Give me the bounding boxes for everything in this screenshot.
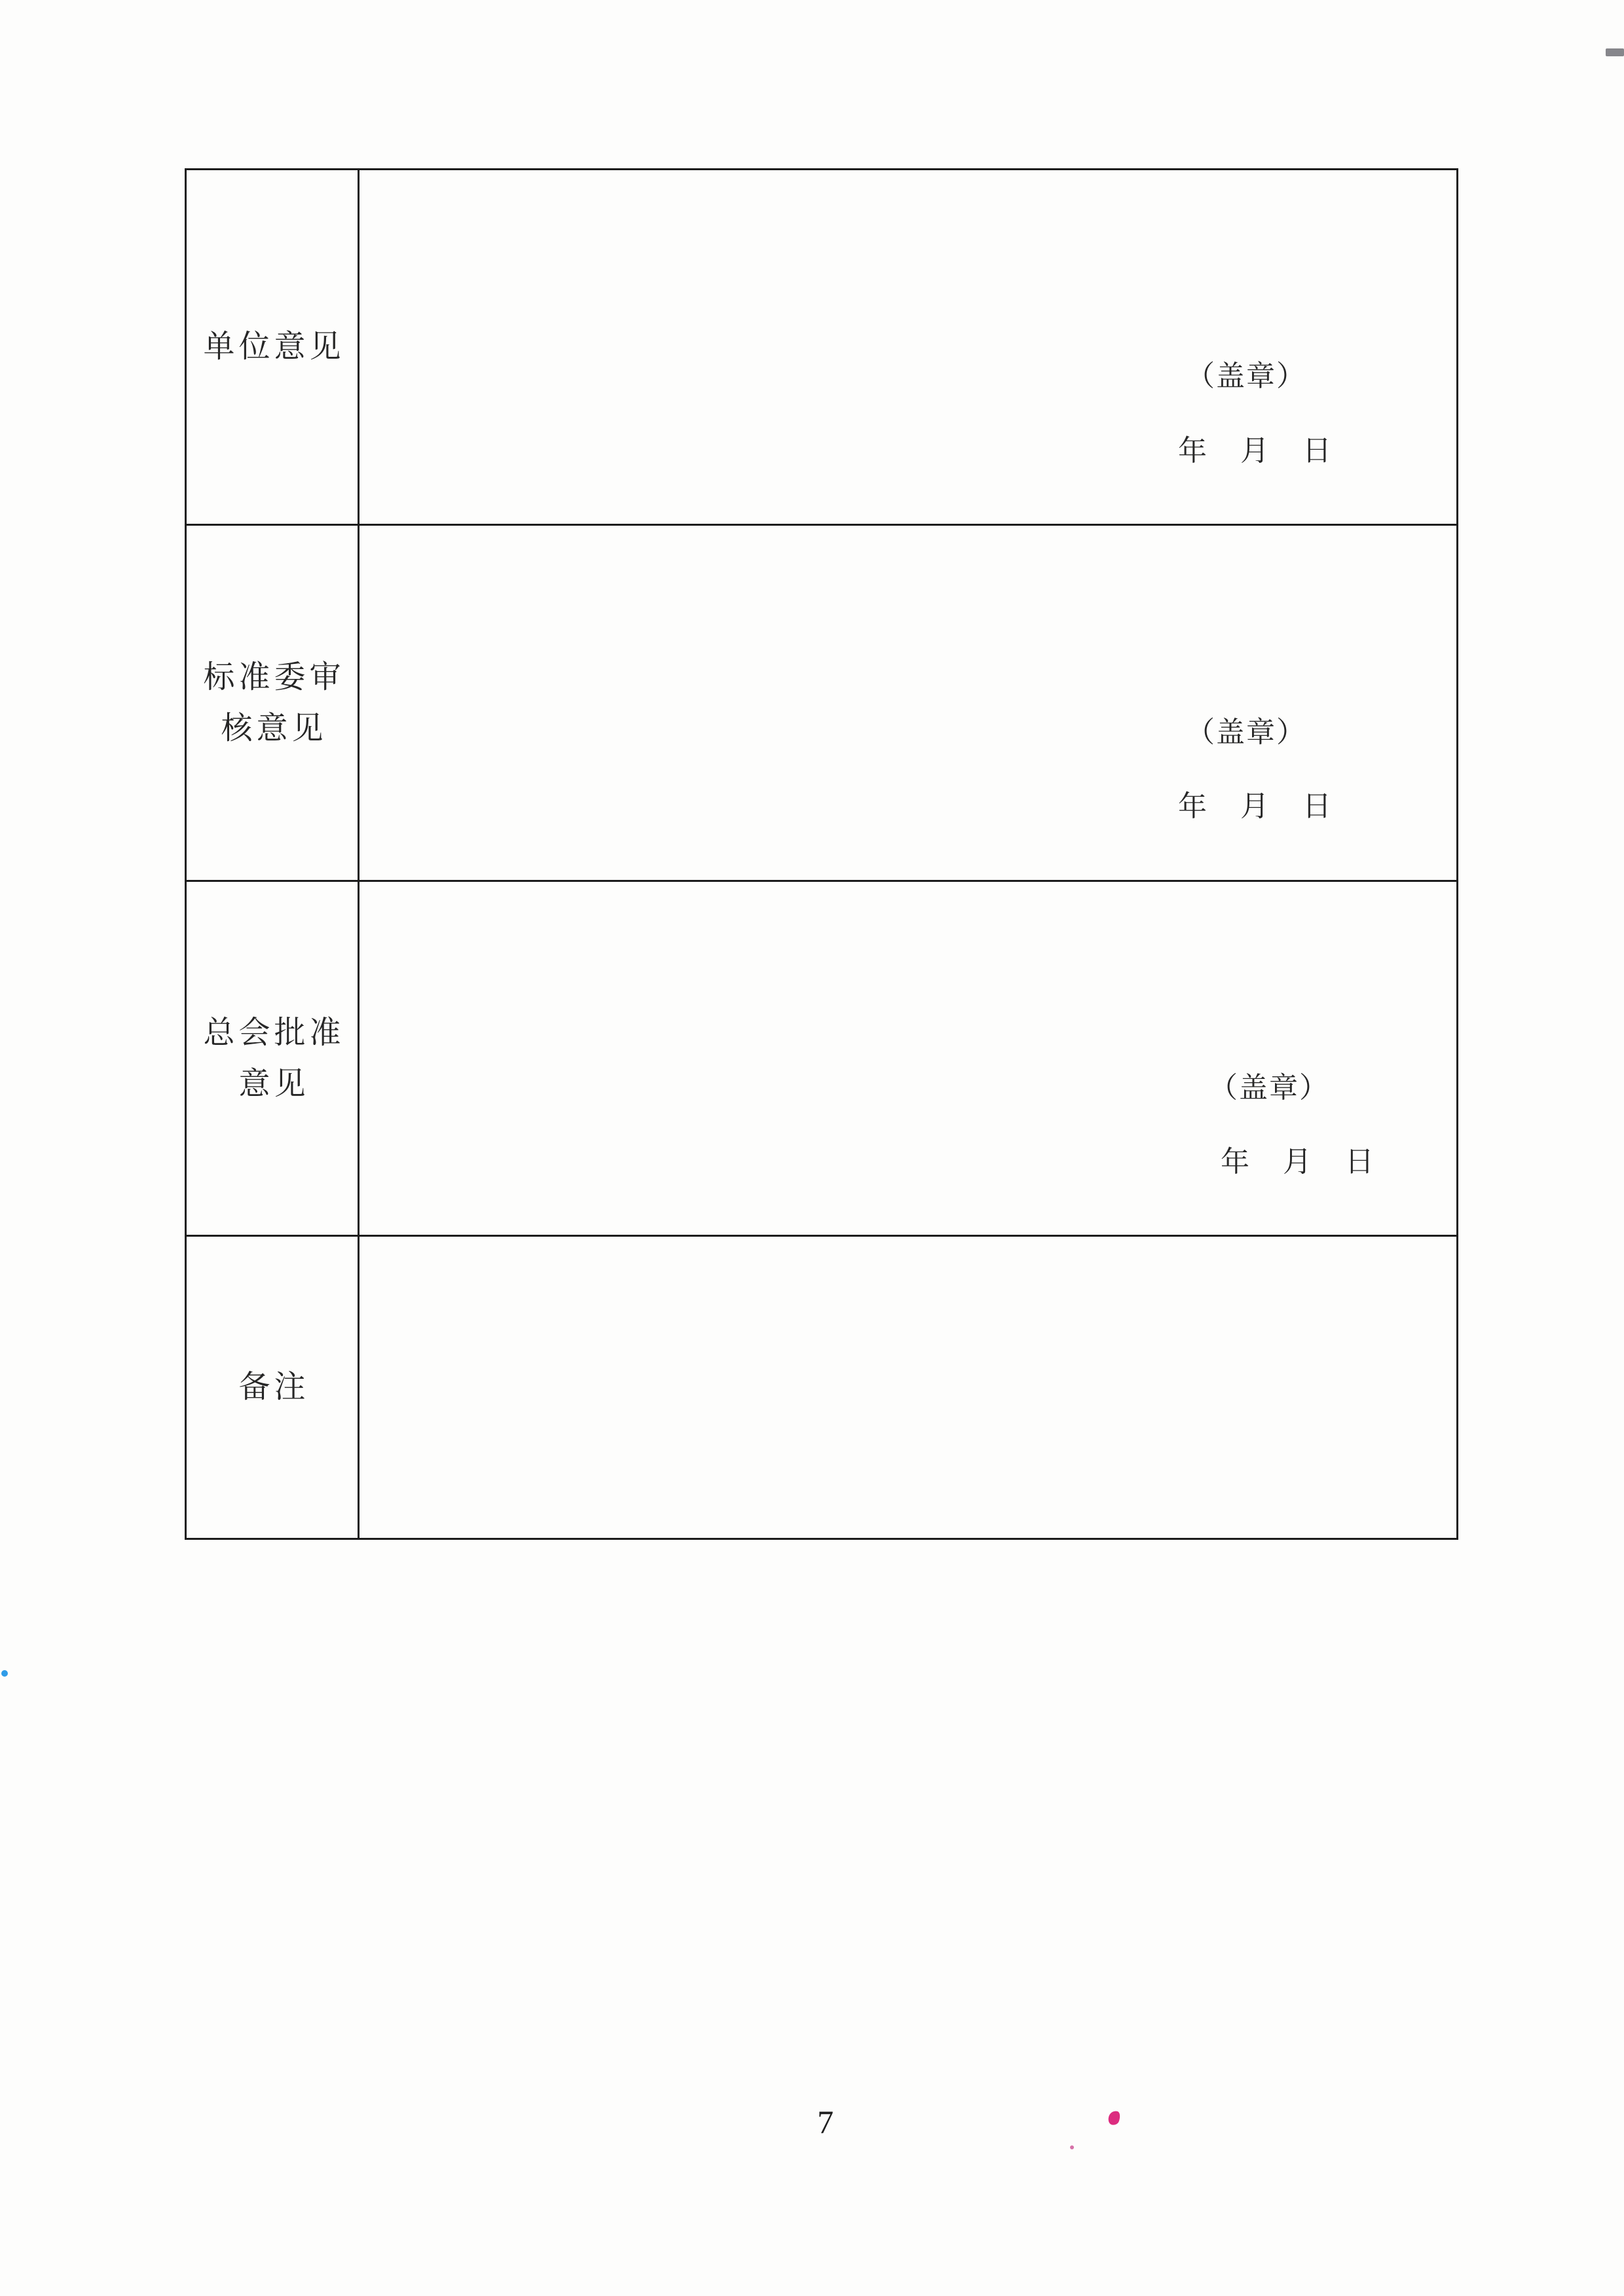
scan-speck-magenta-small-icon: [1070, 2145, 1074, 2149]
row-label-text: 意见: [238, 1066, 310, 1101]
row-label-remarks: [187, 1237, 360, 1538]
stamp-placeholder: （盖章）: [1186, 360, 1306, 393]
row-label-text: 核意见: [221, 710, 327, 746]
scan-smudge-icon: [1606, 48, 1624, 56]
page-number: 7: [817, 2104, 834, 2140]
stamp-placeholder: （盖章）: [1209, 1071, 1329, 1104]
scan-speck-blue-icon: [1, 1670, 8, 1677]
row-label-text: 单位意见: [203, 329, 345, 364]
date-placeholder: 年 月 日: [1221, 1145, 1374, 1178]
row-content-general-assembly: [360, 882, 1456, 1235]
date-placeholder: 年 月 日: [1178, 434, 1331, 467]
row-label-text: 备注: [238, 1370, 310, 1404]
date-placeholder: 年 月 日: [1178, 790, 1331, 823]
form-row-unit-opinion: [187, 170, 1456, 526]
row-label-committee-review: [187, 526, 360, 880]
row-label-text: 标准委审: [203, 659, 345, 695]
row-content-remarks: [360, 1237, 1456, 1538]
row-label-general-assembly: [187, 882, 360, 1235]
row-content-committee-review: [360, 526, 1456, 880]
scan-speck-magenta-icon: [1107, 2109, 1122, 2126]
row-content-unit-opinion: [360, 170, 1456, 524]
form-row-committee-review-opinion: [187, 526, 1456, 882]
form-row-remarks: [187, 1237, 1456, 1538]
approval-form-table: [185, 168, 1458, 1540]
row-label-unit-opinion: [187, 170, 360, 524]
row-label-text: 总会批准: [203, 1015, 345, 1050]
form-row-general-assembly-approval: [187, 882, 1456, 1237]
stamp-placeholder: （盖章）: [1186, 716, 1306, 748]
